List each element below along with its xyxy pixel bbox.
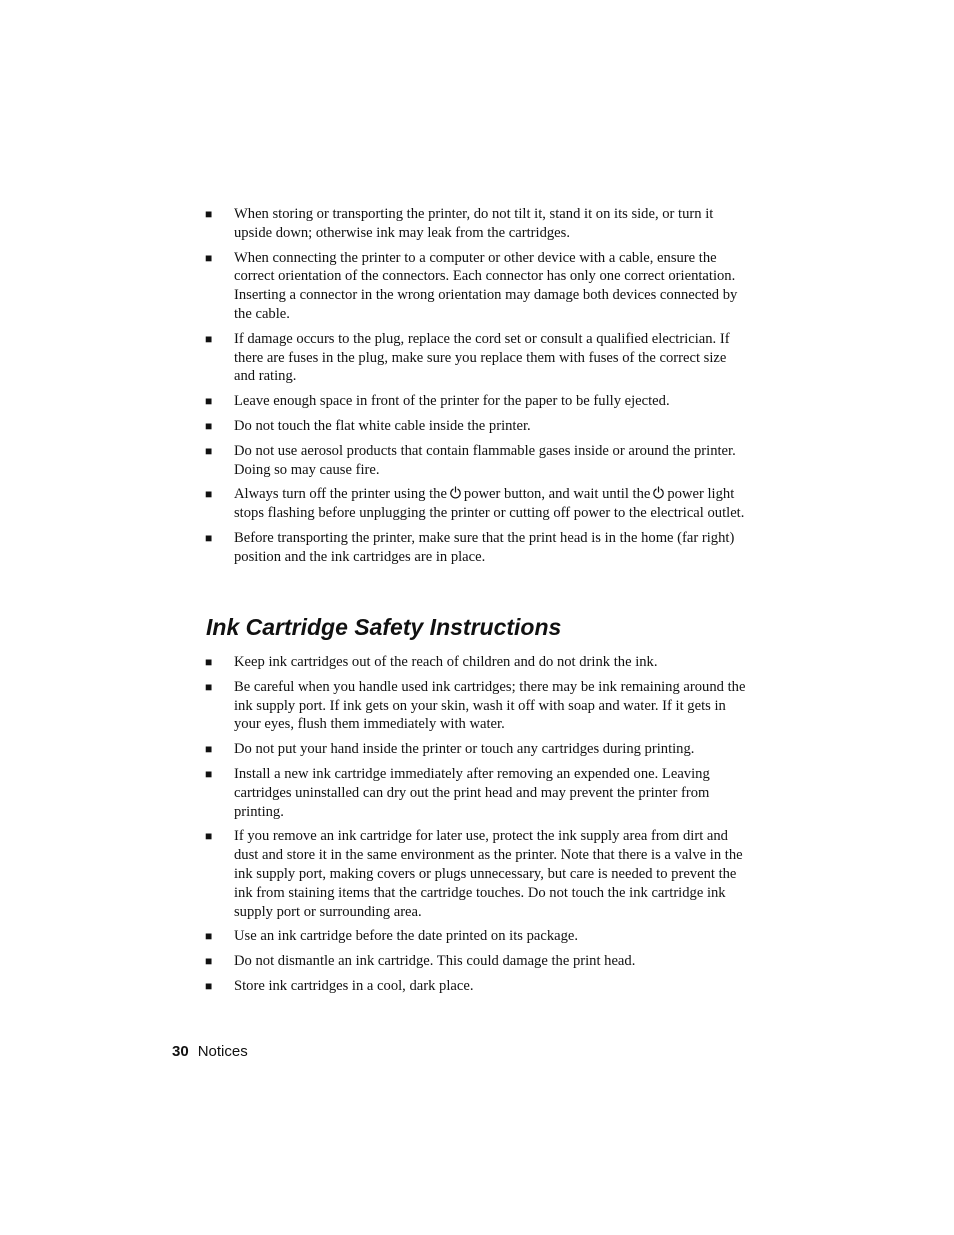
list-item-text: When storing or transporting the printer, do not tilt it, stand it on its side, or turn it upside down; otherwise ink may leak from the cartridges. bbox=[234, 206, 714, 241]
bullet-icon: ■ bbox=[205, 331, 213, 346]
list-item bbox=[205, 740, 750, 759]
list-item bbox=[205, 205, 750, 243]
power-item-text-part1: Always turn off the printer using the bbox=[234, 486, 447, 503]
power-icon bbox=[449, 486, 462, 499]
list-item-text: Do not use aerosol products that contain flammable gases inside or around the printer. Doing so may cause fire. bbox=[234, 442, 736, 478]
list-item-text: Keep ink cartridges out of the reach of children and do not drink the ink. bbox=[234, 654, 658, 670]
list-item-text: Before transporting the printer, make sure that the print head is in the home (far right) position and the ink cartridges are in place. bbox=[234, 529, 735, 565]
ink-cartridge-safety-list bbox=[205, 653, 750, 1002]
power-icon bbox=[652, 486, 665, 499]
general-safety-list bbox=[205, 205, 750, 573]
list-item-text: Be careful when you handle used ink cartridges; there may be ink remaining around the ink supply port. If ink gets on your skin, wash it off with soap and water. If it gets in your eyes, flush them immediately with water. bbox=[234, 678, 746, 733]
list-item bbox=[205, 678, 750, 734]
list-item bbox=[205, 977, 750, 996]
list-item bbox=[205, 417, 750, 436]
list-item-text: Leave enough space in front of the printer for the paper to be fully ejected. bbox=[234, 393, 670, 410]
list-item-text: Install a new ink cartridge immediately after removing an expended one. Leaving cartridges uninstalled can dry out the print head and may prevent the printer from printing. bbox=[234, 765, 710, 820]
bullet-icon: ■ bbox=[205, 394, 213, 409]
power-item-text-part3: power light stops flashing before unplugging the printer or cutting off power to the electrical outlet. bbox=[234, 486, 745, 522]
bullet-icon: ■ bbox=[205, 766, 213, 781]
bullet-icon: ■ bbox=[205, 443, 213, 458]
list-item bbox=[205, 392, 750, 411]
list-item-text bbox=[234, 485, 750, 523]
list-item bbox=[205, 952, 750, 971]
list-item-text: If damage occurs to the plug, replace the cord set or consult a qualified electrician. If there are fuses in the plug, make sure you replace them with fuses of the correct size and rating. bbox=[234, 330, 730, 385]
list-item-text: Do not dismantle an ink cartridge. This could damage the print head. bbox=[234, 953, 636, 970]
bullet-icon: ■ bbox=[205, 742, 213, 757]
bullet-icon: ■ bbox=[205, 487, 213, 502]
bullet-icon: ■ bbox=[205, 978, 213, 993]
page-number: 30 bbox=[172, 1043, 189, 1060]
bullet-icon: ■ bbox=[205, 829, 213, 844]
list-item bbox=[205, 529, 750, 567]
bullet-icon: ■ bbox=[205, 954, 213, 969]
list-item-text: Do not put your hand inside the printer or touch any cartridges during printing. bbox=[234, 741, 695, 758]
bullet-icon: ■ bbox=[205, 655, 213, 669]
list-item bbox=[205, 827, 750, 921]
section-heading: Ink Cartridge Safety Instructions bbox=[206, 614, 562, 640]
bullet-icon: ■ bbox=[205, 418, 213, 433]
power-item-text-part2: power button, and wait until the bbox=[463, 486, 651, 503]
section-name: Notices bbox=[197, 1043, 248, 1060]
list-item-text: Use an ink cartridge before the date printed on its package. bbox=[234, 928, 579, 945]
list-item-text: When connecting the printer to a computer or other device with a cable, ensure the correct orientation of the connectors. Each connector has only one correct orientation. Inserting a connector in the wrong orientation may damage both devices connected by the cable. bbox=[234, 249, 738, 322]
list-item bbox=[205, 249, 750, 324]
bullet-icon: ■ bbox=[205, 250, 213, 265]
list-item bbox=[205, 927, 750, 946]
list-item-text: Store ink cartridges in a cool, dark place. bbox=[234, 977, 474, 994]
list-item bbox=[205, 765, 750, 821]
list-item bbox=[205, 330, 750, 386]
bullet-icon: ■ bbox=[205, 207, 213, 221]
bullet-icon: ■ bbox=[205, 530, 213, 545]
bullet-icon: ■ bbox=[205, 929, 213, 944]
list-item-power bbox=[205, 485, 750, 523]
list-item-text: Do not touch the flat white cable inside the printer. bbox=[234, 417, 531, 434]
list-item-text: If you remove an ink cartridge for later use, protect the ink supply area from dirt and dust and store it in the same environment as the printer. Note that there is a valve in the ink supply port, making covers or plugs unnecessary, but care is needed to prevent the ink from staining items that the cartridge touches. Do not touch the ink cartridge ink supply port or surrounding area. bbox=[234, 828, 743, 920]
page-footer bbox=[172, 1042, 248, 1062]
bullet-icon: ■ bbox=[205, 679, 213, 694]
list-item bbox=[205, 442, 750, 480]
list-item bbox=[205, 653, 750, 672]
